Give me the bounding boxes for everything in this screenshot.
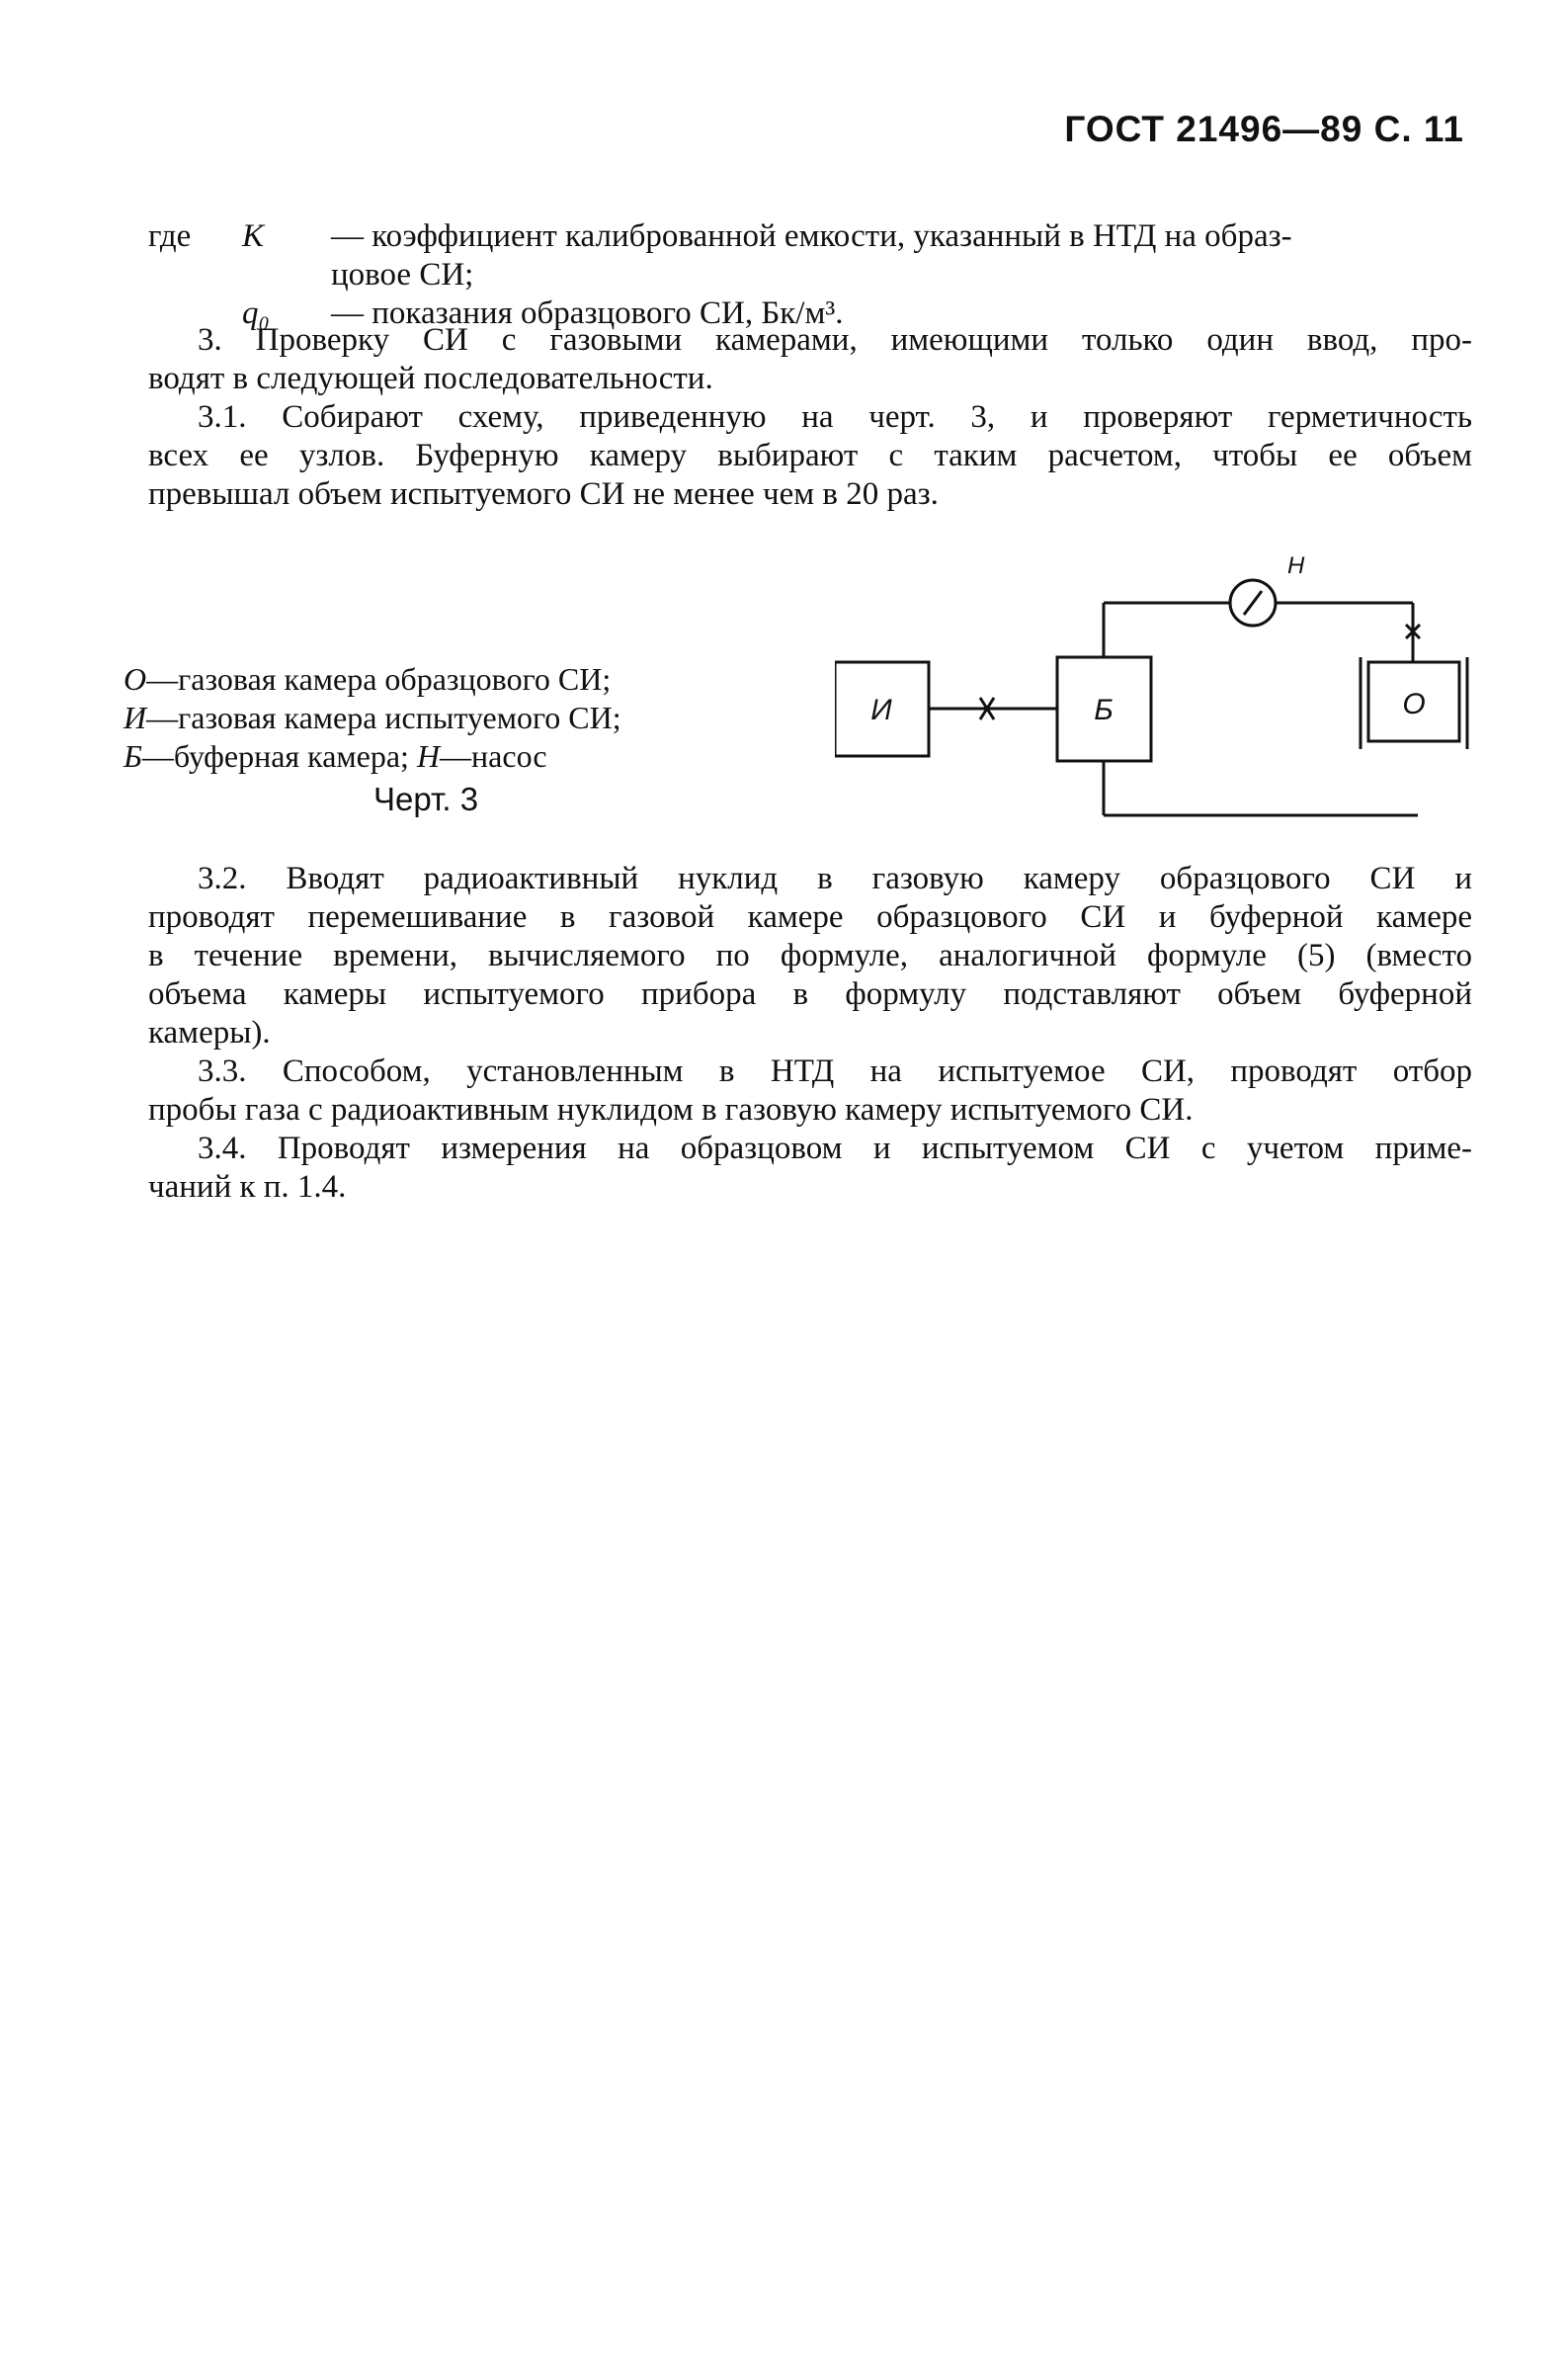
definition-k-cont: цовое СИ; bbox=[331, 257, 474, 293]
label-pump: Н bbox=[1287, 553, 1305, 579]
definition-k bbox=[148, 217, 1472, 295]
para-3-2-line-4: объема камеры испытуемого прибора в формулу подставляют объем буферной bbox=[148, 976, 1472, 1012]
label-i: И bbox=[870, 694, 892, 726]
para-3-line-1: 3. Проверку СИ с газовыми камерами, имеющими только один ввод, про- bbox=[198, 322, 1472, 358]
label-b: Б bbox=[1094, 694, 1114, 726]
definition-k-text: — коэффициент калиброванной емкости, указанный в НТД на образ- bbox=[331, 218, 1292, 254]
definition-q0-text: — показания образцового СИ, Бк/м³. bbox=[331, 295, 844, 331]
symbol-k: К bbox=[242, 218, 264, 254]
figure-legend bbox=[124, 660, 621, 776]
para-3-4-line-2: чаний к п. 1.4. bbox=[148, 1169, 347, 1205]
section-3-steps bbox=[148, 860, 1472, 1207]
para-3-4-line-1: 3.4. Проводят измерения на образцовом и испытуемом СИ с учетом приме- bbox=[198, 1131, 1472, 1166]
symbol-q0: q₀ bbox=[242, 295, 270, 331]
para-3-3-line-1: 3.3. Способом, установленным в НТД на испытуемое СИ, проводят отбор bbox=[198, 1053, 1472, 1089]
para-3-3-line-2: пробы газа с радиоактивным нуклидом в газовую камеру испытуемого СИ. bbox=[148, 1092, 1194, 1128]
para-3-2-line-1: 3.2. Вводят радиоактивный нуклид в газовую камеру образцового СИ и bbox=[198, 861, 1472, 896]
where-label: где bbox=[148, 218, 192, 254]
para-3-line-2: водят в следующей последовательности. bbox=[148, 361, 713, 396]
para-3-1-line-1: 3.1. Собирают схему, приведенную на черт. 3, и проверяют герметичность bbox=[198, 399, 1472, 435]
legend-b-h: Б—буферная камера; Н—насос bbox=[124, 738, 547, 774]
para-3-2-line-5: камеры). bbox=[148, 1015, 271, 1051]
figure-caption: Черт. 3 bbox=[373, 781, 479, 817]
page-header: ГОСТ 21496—89 С. 11 bbox=[1064, 109, 1464, 149]
legend-o: О—газовая камера образцового СИ; bbox=[124, 661, 612, 697]
para-3-1-line-2: всех ее узлов. Буферную камеру выбирают с таким расчетом, чтобы ее объем bbox=[148, 438, 1472, 473]
scheme-diagram bbox=[835, 553, 1487, 830]
para-3-2-line-2: проводят перемешивание в газовой камере образцового СИ и буферной камере bbox=[148, 899, 1472, 935]
definitions bbox=[148, 217, 1472, 333]
section-3 bbox=[148, 321, 1472, 514]
label-o: О bbox=[1402, 688, 1426, 720]
legend-i: И—газовая камера испытуемого СИ; bbox=[124, 700, 621, 735]
para-3-1-line-3: превышал объем испытуемого СИ не менее чем в 20 раз. bbox=[148, 476, 939, 512]
para-3-2-line-3: в течение времени, вычисляемого по формуле, аналогичной формуле (5) (вместо bbox=[148, 938, 1472, 973]
